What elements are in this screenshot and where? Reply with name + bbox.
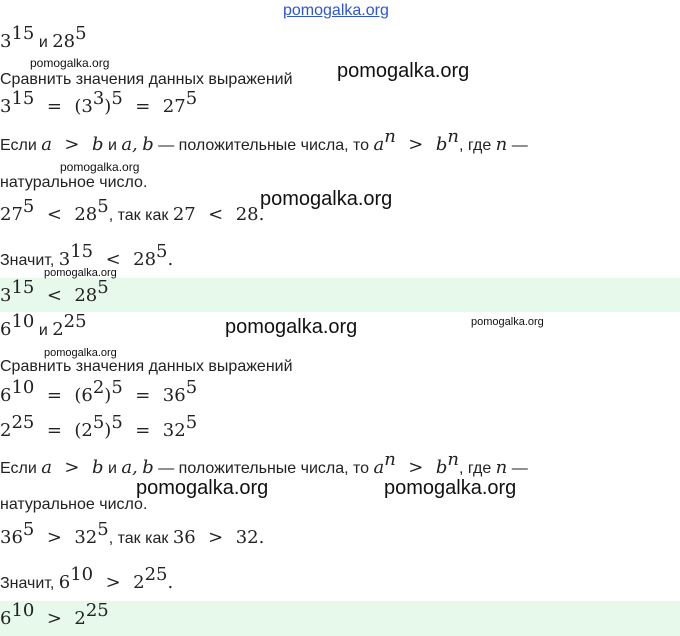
exponent: 5: [92, 412, 105, 433]
math-token: a: [41, 457, 52, 478]
math-token: 28: [74, 285, 98, 306]
math-token: =: [135, 96, 151, 117]
math-token: 3: [81, 96, 93, 117]
math-token: >: [46, 608, 62, 629]
exponent: 25: [144, 564, 168, 585]
math-token: , так как: [108, 207, 169, 224]
math-token: =: [46, 420, 62, 441]
math-token: =: [46, 385, 62, 406]
math-token: Значит,: [0, 575, 55, 592]
exponent: n: [384, 126, 396, 147]
math-token: =: [135, 420, 151, 441]
section2-therefore: [0, 564, 174, 594]
math-token: Если: [0, 137, 37, 154]
section1-compare-label: Сравнить значения данных выражений: [0, 71, 293, 88]
math-token: (: [74, 96, 82, 117]
math-token: b: [142, 457, 154, 478]
math-token: .: [167, 249, 174, 270]
section1-transform: [0, 88, 198, 118]
math-token: —: [511, 137, 528, 154]
section2-header: [0, 311, 87, 341]
math-token: Значит,: [0, 252, 55, 269]
math-token: a: [373, 457, 385, 478]
math-token: 6: [58, 572, 71, 593]
math-token: <: [46, 204, 62, 225]
exponent: 5: [97, 277, 109, 298]
section1-therefore: [0, 241, 174, 271]
math-token: a,: [121, 134, 138, 155]
math-token: 3: [58, 249, 71, 270]
exponent: 10: [11, 311, 35, 332]
math-token: 32.: [235, 527, 265, 548]
math-token: 2: [52, 319, 64, 340]
section2-rule-cont: натуральное число.: [0, 496, 148, 513]
exponent: 25: [63, 311, 87, 332]
math-token: 28: [133, 249, 157, 270]
exponent: 5: [22, 519, 35, 540]
section1-result: [0, 277, 109, 307]
math-token: 2: [0, 420, 12, 441]
exponent: 5: [185, 377, 198, 398]
exponent: 15: [11, 88, 35, 109]
math-token: b: [91, 134, 104, 155]
math-token: , где: [458, 460, 492, 477]
math-token: 36: [0, 527, 23, 548]
math-token: и: [107, 137, 117, 154]
watermark: pomogalka.org: [30, 56, 110, 70]
math-token: n: [495, 457, 508, 478]
exponent: n: [447, 126, 459, 147]
exponent: 3: [92, 88, 105, 109]
math-token: 36: [162, 385, 186, 406]
exponent: 5: [97, 196, 109, 217]
math-token: >: [408, 134, 424, 155]
math-token: a: [373, 134, 385, 155]
math-token: ): [104, 96, 112, 117]
section1-because: [0, 196, 265, 226]
watermark: pomogalka.org: [225, 316, 358, 338]
math-token: <: [105, 249, 121, 270]
math-token: 2: [74, 608, 86, 629]
exponent: 2: [92, 377, 105, 398]
exponent: 15: [11, 277, 35, 298]
watermark: pomogalka.org: [471, 316, 544, 328]
exponent: 5: [111, 377, 123, 398]
exponent: 15: [11, 23, 35, 44]
math-token: <: [208, 204, 224, 225]
exponent: 5: [111, 412, 123, 433]
math-token: — положительные числа, то: [158, 460, 370, 477]
math-token: >: [64, 134, 80, 155]
math-token: b: [91, 457, 104, 478]
exponent: 5: [22, 196, 35, 217]
section2-because: [0, 519, 265, 549]
math-token: — положительные числа, то: [158, 137, 370, 154]
math-token: ): [104, 385, 112, 406]
math-token: >: [46, 527, 62, 548]
math-token: , где: [458, 137, 492, 154]
exponent: 5: [75, 23, 87, 44]
math-token: >: [208, 527, 224, 548]
math-token: 6: [0, 385, 12, 406]
math-token: 27: [172, 204, 196, 225]
math-token: 28: [52, 31, 76, 52]
watermark: pomogalka.org: [384, 477, 517, 499]
math-token: —: [511, 460, 528, 477]
exponent: 5: [185, 88, 198, 109]
exponent: 25: [85, 600, 109, 621]
math-token: >: [105, 572, 121, 593]
section1-rule-cont: натуральное число.: [0, 174, 148, 191]
math-token: =: [135, 385, 151, 406]
math-token: <: [46, 285, 62, 306]
watermark: pomogalka.org: [337, 60, 470, 82]
exponent: 5: [156, 241, 168, 262]
exponent: 10: [11, 600, 35, 621]
math-token: 2: [133, 572, 145, 593]
watermark: pomogalka.org: [136, 477, 269, 499]
section2-result: [0, 600, 109, 630]
math-token: b: [435, 457, 448, 478]
math-token: b: [435, 134, 448, 155]
math-token: (: [74, 420, 82, 441]
math-token: a: [41, 134, 52, 155]
math-token: 32: [74, 527, 98, 548]
math-token: 6: [0, 319, 12, 340]
watermark: pomogalka.org: [44, 267, 117, 279]
math-token: ): [104, 420, 112, 441]
math-token: и: [107, 460, 117, 477]
math-token: 32: [162, 420, 186, 441]
section2-transform-2: [0, 412, 198, 442]
math-token: , так как: [108, 530, 169, 547]
math-token: 27: [162, 96, 186, 117]
math-token: 2: [81, 420, 93, 441]
section2-compare-label: Сравнить значения данных выражений: [0, 358, 293, 375]
math-token: и: [38, 322, 48, 339]
section1-header: [0, 23, 87, 53]
math-token: и: [38, 34, 48, 51]
math-token: 36: [172, 527, 196, 548]
exponent: 5: [111, 88, 123, 109]
math-token: 3: [0, 31, 12, 52]
math-token: 6: [0, 608, 12, 629]
exponent: n: [447, 449, 459, 470]
math-token: (: [74, 385, 82, 406]
watermark: pomogalka.org: [60, 160, 140, 174]
exponent: 10: [70, 564, 94, 585]
section2-transform-1: [0, 377, 198, 407]
math-token: b: [142, 134, 154, 155]
exponent: 15: [70, 241, 94, 262]
section2-rule: [0, 449, 528, 479]
math-token: >: [64, 457, 80, 478]
section1-rule: [0, 126, 528, 156]
math-token: 3: [0, 96, 12, 117]
watermark: pomogalka.org: [260, 188, 393, 210]
exponent: n: [384, 449, 396, 470]
math-token: .: [167, 572, 174, 593]
math-token: =: [46, 96, 62, 117]
math-token: Если: [0, 460, 37, 477]
exponent: 25: [11, 412, 35, 433]
math-token: n: [495, 134, 508, 155]
math-token: 28: [74, 204, 98, 225]
math-token: >: [408, 457, 424, 478]
math-token: a,: [121, 457, 138, 478]
exponent: 5: [97, 519, 109, 540]
math-token: 3: [0, 285, 12, 306]
math-token: 28.: [235, 204, 265, 225]
math-token: 6: [81, 385, 93, 406]
watermark-top[interactable]: pomogalka.org: [283, 2, 389, 19]
math-token: 27: [0, 204, 23, 225]
exponent: 5: [185, 412, 198, 433]
watermark: pomogalka.org: [44, 347, 117, 359]
exponent: 10: [11, 377, 35, 398]
